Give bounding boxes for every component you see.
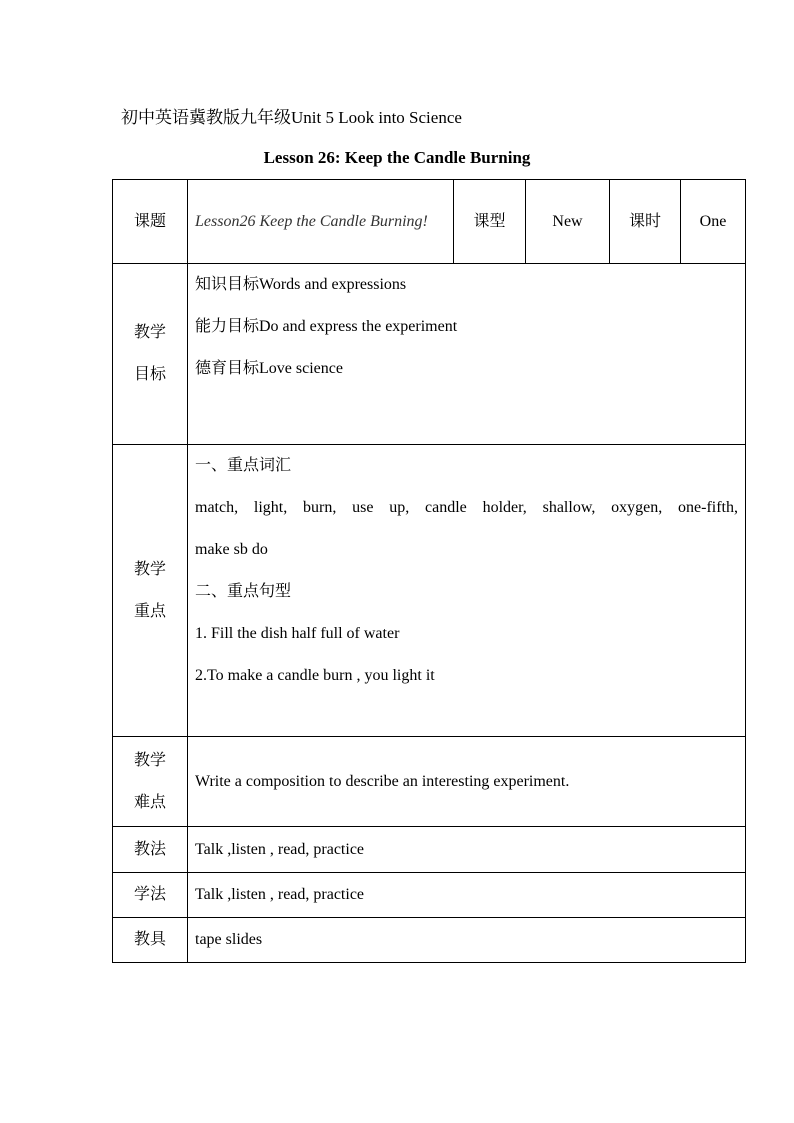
row-teaching-tools: [113, 918, 746, 963]
learning-method-label: 学法: [113, 873, 188, 918]
topic-value-cell: [188, 180, 454, 264]
document-subtitle: 初中英语冀教版九年级Unit 5 Look into Science: [121, 108, 462, 127]
period-value: One: [681, 180, 746, 264]
goal-ability: 能力目标Do and express the experiment: [195, 318, 458, 335]
teaching-tools-value: tape slides: [188, 918, 746, 963]
row-difficulty: [113, 737, 746, 827]
difficulty-label-cell: [113, 737, 188, 827]
difficulty-label-line1: 教学: [133, 751, 166, 769]
lesson-title: Lesson 26: Keep the Candle Burning: [263, 148, 531, 167]
goal-knowledge: 知识目标Words and expressions: [195, 276, 407, 293]
type-label: 课型: [454, 180, 526, 264]
goals-label-line1: 教学: [133, 324, 166, 341]
teaching-tools-label: 教具: [113, 918, 188, 963]
difficulty-label-line2: 难点: [133, 793, 166, 811]
row-topic: [113, 180, 746, 264]
goal-moral: 德育目标Love science: [195, 360, 343, 377]
key-points-label-line2: 重点: [133, 602, 166, 620]
goals-label-cell: [113, 264, 188, 445]
vocab-line2: make sb do: [195, 541, 268, 558]
learning-method-value: Talk ,listen , read, practice: [188, 873, 746, 918]
vocab-heading: 一、重点词汇: [195, 457, 292, 474]
period-label: 课时: [610, 180, 681, 264]
vocab-line1: match, light, burn, use up, candle holder, shallow, oxygen, one-fifth,: [195, 499, 738, 516]
difficulty-value: Write a composition to describe an interesting experiment.: [188, 737, 746, 827]
goals-content: [188, 264, 746, 445]
goals-label-line2: 目标: [133, 366, 166, 383]
sentence-2: 2.To make a candle burn , you light it: [195, 667, 435, 684]
lesson-plan-table: [112, 179, 746, 963]
row-learning-method: [113, 873, 746, 918]
key-points-label-cell: [113, 445, 188, 737]
row-key-points: [113, 445, 746, 737]
topic-label: 课题: [113, 180, 188, 264]
topic-value: Lesson26 Keep the Candle Burning!: [195, 213, 428, 230]
key-points-content: [188, 445, 746, 737]
teaching-method-value: Talk ,listen , read, practice: [188, 827, 746, 873]
type-value: New: [526, 180, 610, 264]
row-goals: [113, 264, 746, 445]
row-teaching-method: [113, 827, 746, 873]
sentence-heading: 二、重点句型: [195, 583, 292, 600]
teaching-method-label: 教法: [113, 827, 188, 873]
sentence-1: 1. Fill the dish half full of water: [195, 625, 400, 642]
key-points-label-line1: 教学: [133, 560, 166, 578]
